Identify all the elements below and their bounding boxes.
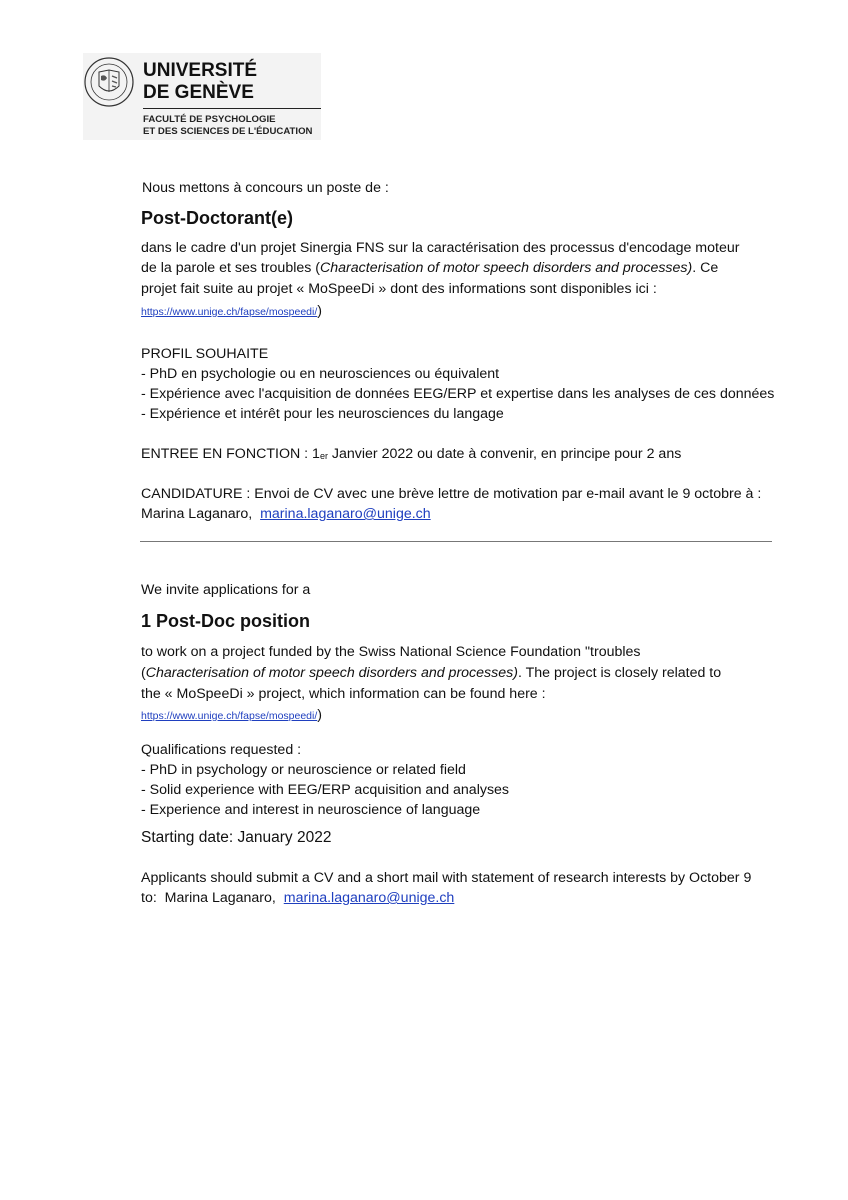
fr-desc-line2-post: . Ce [692, 260, 719, 276]
fr-project-link[interactable]: https://www.unige.ch/fapse/mospeedi/ [141, 306, 318, 318]
en-description-line3: the « MoSpeeDi » project, which information can be found here : [141, 686, 546, 702]
en-url-line [141, 705, 322, 726]
fr-description-line3: projet fait suite au projet « MoSpeeDi » dont des informations sont disponibles ici : [141, 281, 657, 297]
fr-url-line [141, 301, 322, 322]
en-qualification-item: - Solid experience with EEG/ERP acquisition and analyses [141, 782, 510, 798]
fr-candidature: CANDIDATURE : Envoi de CV avec une brève lettre de motivation par e-mail avant le 9 octobre à : [141, 486, 762, 502]
en-intro: We invite applications for a [141, 582, 311, 598]
en-start-date: Starting date: January 2022 [141, 829, 332, 846]
fr-project-title-italic: Characterisation of motor speech disorders and processes) [320, 260, 693, 276]
fr-start-sup: er [319, 451, 328, 461]
fr-start-post: Janvier 2022 ou date à convenir, en principe pour 2 ans [327, 446, 682, 462]
header-divider [143, 108, 321, 109]
fr-position-title: Post-Doctorant(e) [141, 208, 293, 228]
en-apply-line2 [141, 888, 454, 908]
en-project-title-italic: Characterisation of motor speech disorders and processes) [145, 665, 518, 681]
fr-contact-name: Marina Laganaro, [141, 506, 261, 522]
university-seal-icon [83, 56, 135, 108]
en-description-line2 [141, 663, 721, 683]
fr-profile-item: - Expérience avec l'acquisition de données EEG/ERP et expertise dans les analyses de ces données [141, 386, 775, 402]
fr-start-date [141, 444, 681, 466]
fr-profile-item: - Expérience et intérêt pour les neurosciences du langage [141, 406, 504, 422]
faculty-name [143, 114, 312, 138]
en-apply-contact: to: Marina Laganaro, [141, 890, 284, 906]
fr-desc-line2-pre: de la parole et ses troubles ( [141, 260, 321, 276]
university-name-line2: DE GENÈVE [143, 82, 254, 103]
section-divider [140, 541, 772, 542]
fr-contact-email-link[interactable]: marina.laganaro@unige.ch [260, 506, 431, 522]
en-desc-line2-pre: ( [141, 665, 146, 681]
en-qualifications-title: Qualifications requested : [141, 742, 302, 758]
faculty-line2: ET DES SCIENCES DE L'ÉDUCATION [143, 126, 313, 137]
en-qualification-item: - PhD in psychology or neuroscience or related field [141, 762, 466, 778]
en-apply-line1: Applicants should submit a CV and a short mail with statement of research interests by October 9 [141, 870, 752, 886]
en-description-line1: to work on a project funded by the Swiss National Science Foundation "troubles [141, 644, 641, 660]
en-url-close: ) [317, 707, 322, 723]
en-position-title: 1 Post-Doc position [141, 611, 311, 631]
fr-profile-title: PROFIL SOUHAITE [141, 346, 269, 362]
university-name [143, 60, 257, 104]
university-name-line1: UNIVERSITÉ [143, 60, 258, 81]
faculty-line1: FACULTÉ DE PSYCHOLOGIE [143, 114, 276, 125]
fr-description-line1: dans le cadre d'un projet Sinergia FNS sur la caractérisation des processus d'encodage moteur [141, 240, 740, 256]
en-qualification-item: - Experience and interest in neuroscience of language [141, 802, 481, 818]
fr-start-pre: ENTREE EN FONCTION : 1 [141, 446, 320, 462]
en-contact-email-link[interactable]: marina.laganaro@unige.ch [283, 890, 455, 906]
en-project-link[interactable]: https://www.unige.ch/fapse/mospeedi/ [141, 710, 318, 722]
fr-description-line2 [141, 258, 718, 278]
fr-intro: Nous mettons à concours un poste de : [142, 180, 389, 196]
fr-url-close: ) [317, 303, 322, 319]
en-desc-line2-post: . The project is closely related to [517, 665, 722, 681]
fr-profile-item: - PhD en psychologie ou en neurosciences ou équivalent [141, 366, 500, 382]
fr-contact [141, 504, 431, 524]
